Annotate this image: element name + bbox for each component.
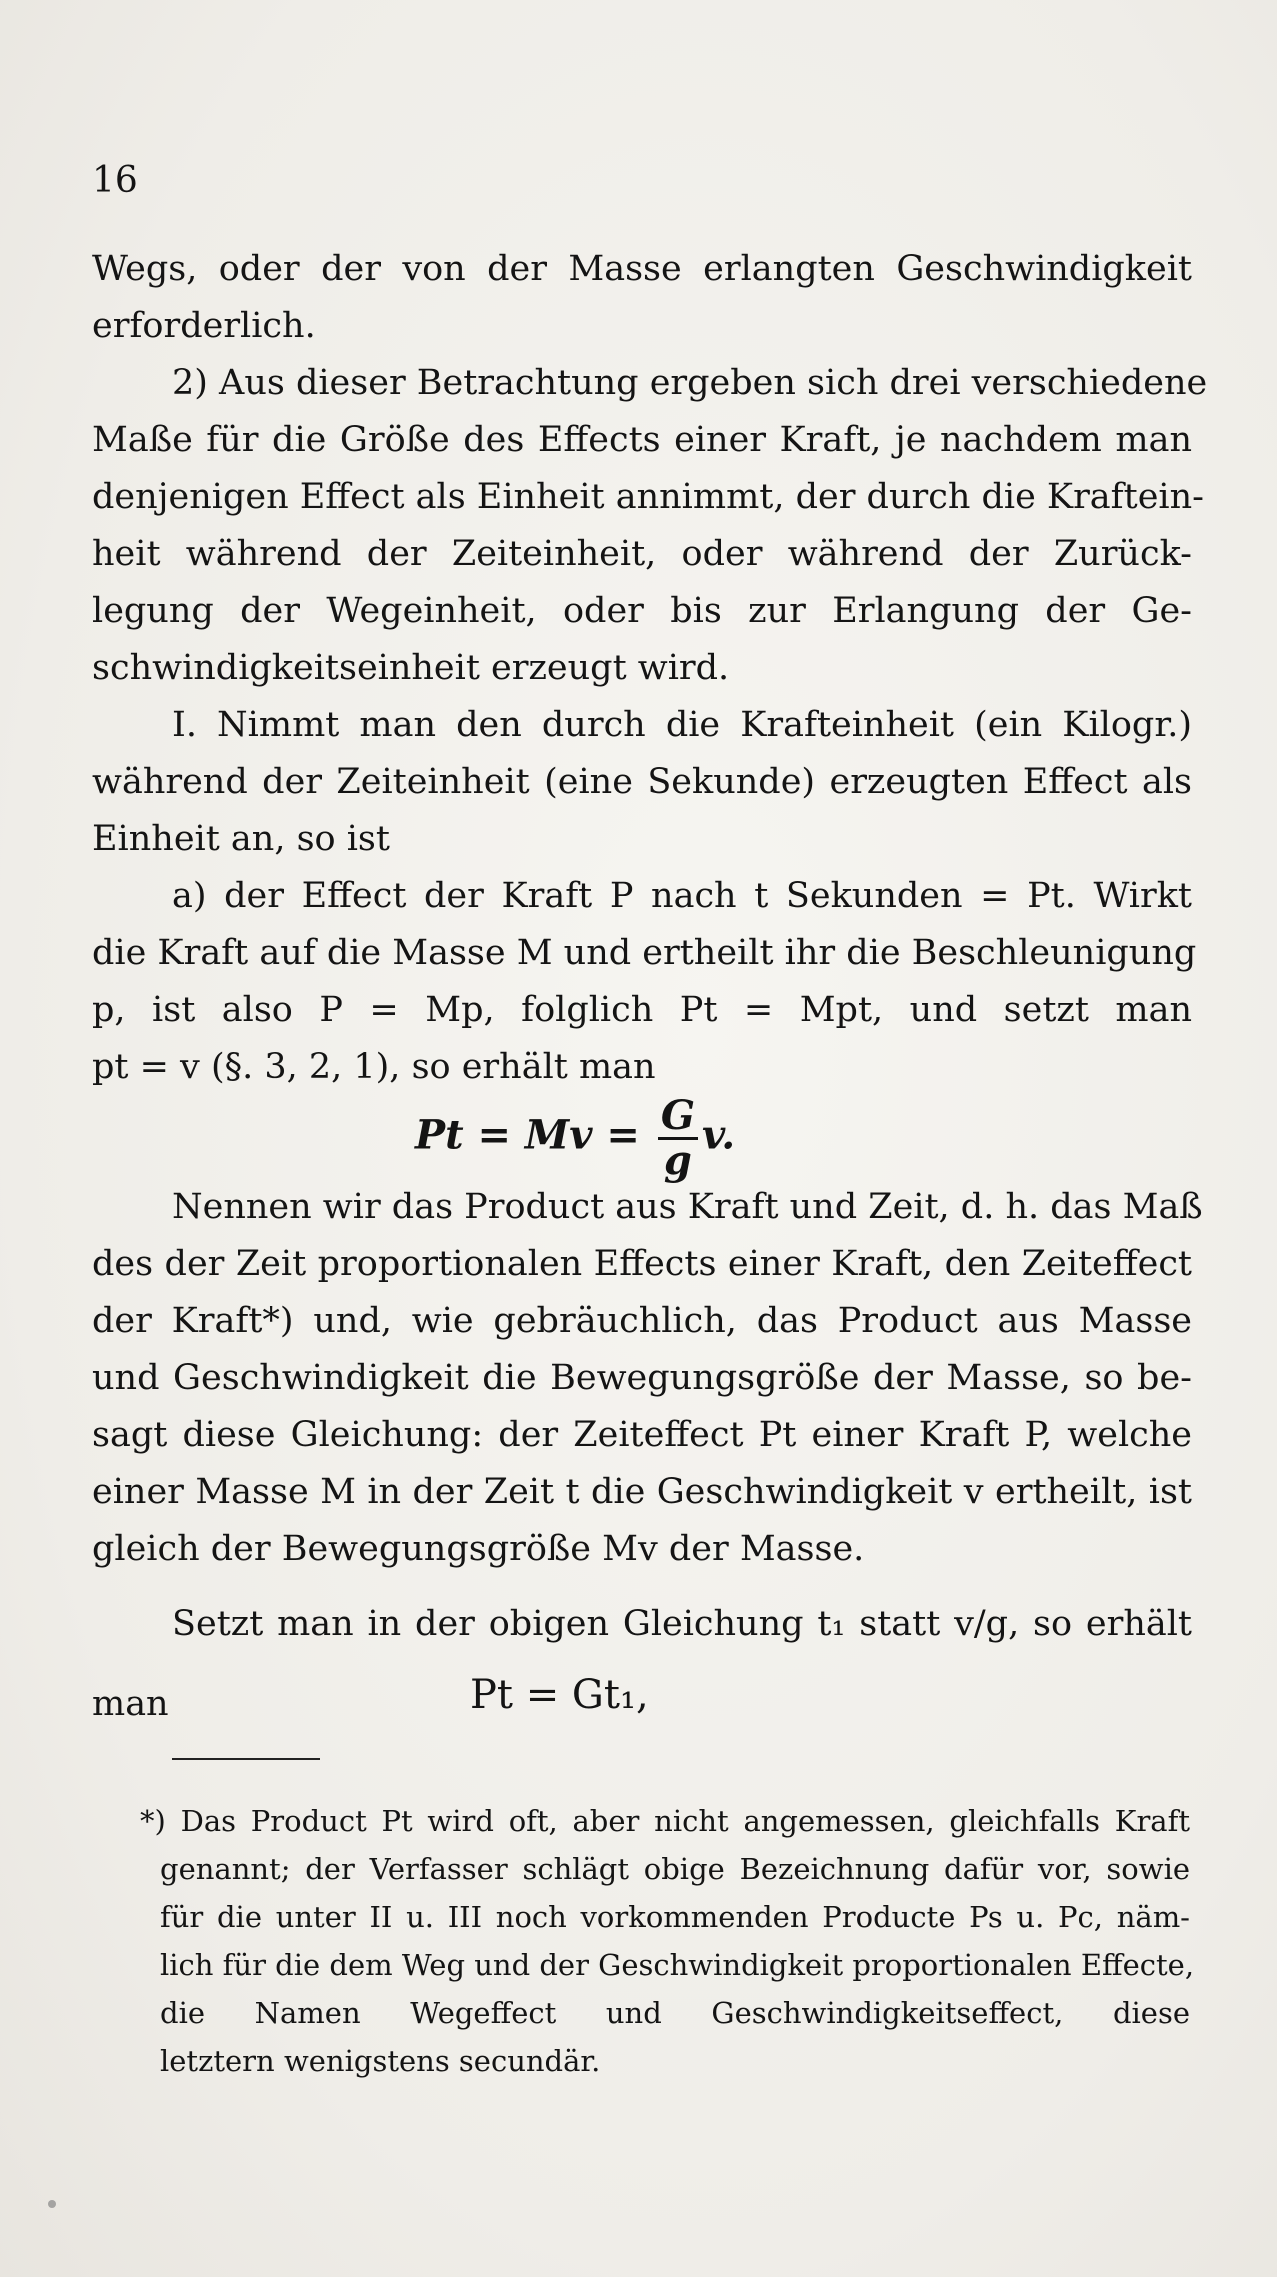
body-line-3: 2) Aus dieser Betrachtung ergeben sich drei verschiedene xyxy=(172,363,1208,403)
body-line-14: p, ist also P = Mp, folglich Pt = Mpt, und setzt man xyxy=(92,990,1192,1030)
body-line-10: während der Zeiteinheit (eine Sekunde) erzeugten Effect als xyxy=(92,762,1192,802)
body-line-12: a) der Effect der Kraft P nach t Sekunden = Pt. Wirkt xyxy=(172,876,1192,916)
footnote-line-3: für die unter II u. III noch vorkommenden Producte Ps u. Pc, näm- xyxy=(160,1900,1190,1934)
footnote-line-5: die Namen Wegeffect und Geschwindigkeitseffect, diese xyxy=(160,1996,1190,2030)
body-line-17: des der Zeit proportionalen Effects einer Kraft, den Zeiteffect xyxy=(92,1244,1192,1284)
formula-momentum-left: Pt = Mv = xyxy=(415,1111,654,1159)
footnote-line-6: letztern wenigstens secundär. xyxy=(160,2044,601,2078)
print-speck xyxy=(48,2200,56,2208)
body-line-21: einer Masse M in der Zeit t die Geschwindigkeit v ertheilt, ist xyxy=(92,1472,1192,1512)
body-line-24: man xyxy=(92,1684,169,1724)
formula-time-effect: Pt = Gt₁, xyxy=(470,1672,649,1718)
body-line-2: erforderlich. xyxy=(92,306,316,346)
formula-momentum xyxy=(415,1092,736,1184)
footnote-line-4: lich für die dem Weg und der Geschwindigkeit proportionalen Effecte, xyxy=(160,1948,1195,1982)
body-line-11: Einheit an, so ist xyxy=(92,819,390,859)
body-line-19: und Geschwindigkeit die Bewegungsgröße der Masse, so be- xyxy=(92,1358,1192,1398)
body-line-5: denjenigen Effect als Einheit annimmt, der durch die Kraftein- xyxy=(92,477,1204,517)
body-line-8: schwindigkeitseinheit erzeugt wird. xyxy=(92,648,730,688)
footnote-line-1: *) Das Product Pt wird oft, aber nicht angemessen, gleichfalls Kraft xyxy=(140,1804,1190,1838)
fraction-G-over-g xyxy=(658,1092,698,1184)
fraction-denominator: g xyxy=(663,1137,692,1184)
body-line-7: legung der Wegeinheit, oder bis zur Erlangung der Ge- xyxy=(92,591,1192,631)
body-line-9: I. Nimmt man den durch die Krafteinheit (ein Kilogr.) xyxy=(172,705,1192,745)
fraction-numerator: G xyxy=(658,1095,698,1140)
body-line-6: heit während der Zeiteinheit, oder während der Zurück- xyxy=(92,534,1192,574)
body-line-13: die Kraft auf die Masse M und ertheilt ihr die Beschleunigung xyxy=(92,933,1197,973)
body-line-22: gleich der Bewegungsgröße Mv der Masse. xyxy=(92,1529,865,1569)
body-line-23: Setzt man in der obigen Gleichung t₁ statt v/g, so erhält xyxy=(172,1604,1192,1644)
page-number: 16 xyxy=(92,160,138,201)
body-line-4: Maße für die Größe des Effects einer Kraft, je nachdem man xyxy=(92,420,1192,460)
body-line-15: pt = v (§. 3, 2, 1), so erhält man xyxy=(92,1047,656,1087)
footnote-separator xyxy=(172,1758,320,1760)
body-line-16: Nennen wir das Product aus Kraft und Zeit, d. h. das Maß xyxy=(172,1187,1203,1227)
body-line-20: sagt diese Gleichung: der Zeiteffect Pt einer Kraft P, welche xyxy=(92,1415,1192,1455)
footnote-line-2: genannt; der Verfasser schlägt obige Bezeichnung dafür vor, sowie xyxy=(160,1852,1190,1886)
body-line-1: Wegs, oder der von der Masse erlangten Geschwindigkeit xyxy=(92,249,1192,289)
formula-momentum-right: v. xyxy=(701,1111,736,1159)
body-line-18: der Kraft*) und, wie gebräuchlich, das Product aus Masse xyxy=(92,1301,1192,1341)
